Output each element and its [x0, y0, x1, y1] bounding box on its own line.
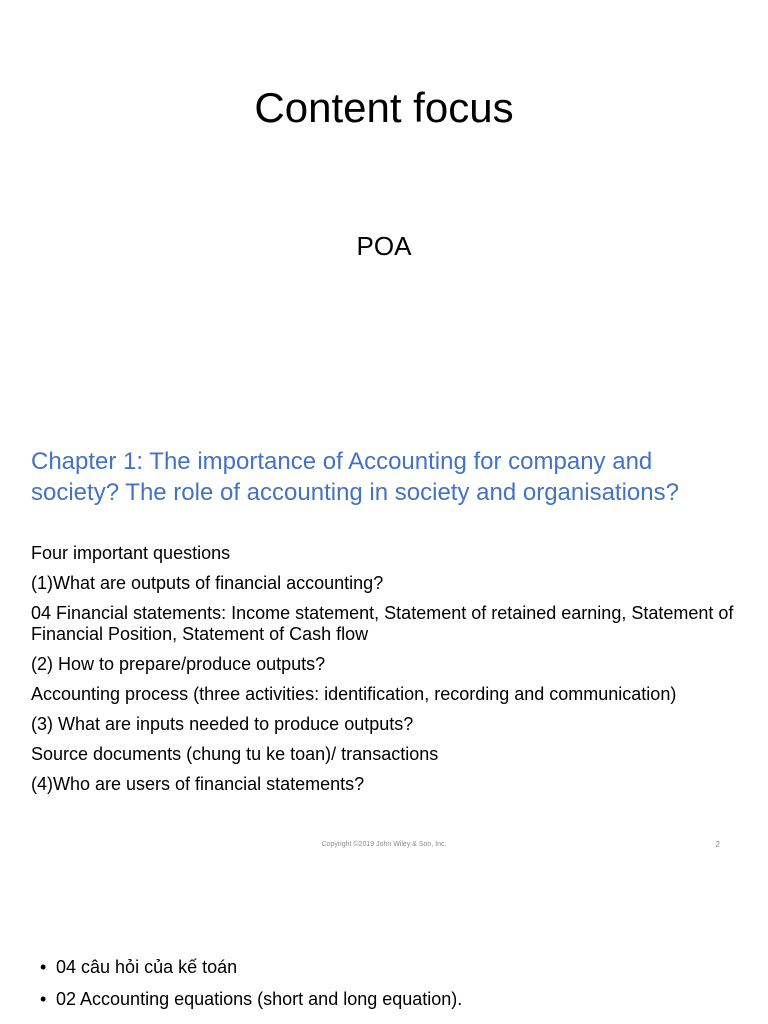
- body-line: (1)What are outputs of financial accounting?: [31, 573, 384, 593]
- body-line: (2) How to prepare/produce outputs?: [31, 654, 326, 674]
- bullet-text: 04 câu hỏi của kế toán: [56, 957, 238, 977]
- footer-copyright: Copyright ©2019 John Wiley & Son, Inc.: [321, 841, 447, 848]
- body-line: Accounting process (three activities: identification, recording and communication): [31, 684, 677, 704]
- bullet-icon: •: [40, 957, 47, 977]
- chapter-body: [31, 543, 737, 804]
- subtitle: POA: [356, 231, 412, 261]
- page-title: Content focus: [254, 84, 514, 131]
- bullet-list: [40, 956, 740, 1020]
- chapter-heading: Chapter 1: The importance of Accounting for company and society? The role of accounting in society and organisations?: [31, 448, 679, 506]
- body-line: (4)Who are users of financial statements?: [31, 774, 365, 794]
- bullet-item: [40, 956, 740, 978]
- body-line: (3) What are inputs needed to produce outputs?: [31, 714, 414, 734]
- bullet-icon: •: [40, 989, 47, 1009]
- bullet-item: [40, 988, 740, 1010]
- body-line: Four important questions: [31, 543, 231, 563]
- page-number: 2: [715, 840, 720, 849]
- bullet-text: 02 Accounting equations (short and long equation).: [56, 989, 463, 1009]
- body-line: 04 Financial statements: Income statement, Statement of retained earning, Statement of Financial Position, Statement of Cash flow: [31, 603, 734, 644]
- body-line: Source documents (chung tu ke toan)/ transactions: [31, 744, 439, 764]
